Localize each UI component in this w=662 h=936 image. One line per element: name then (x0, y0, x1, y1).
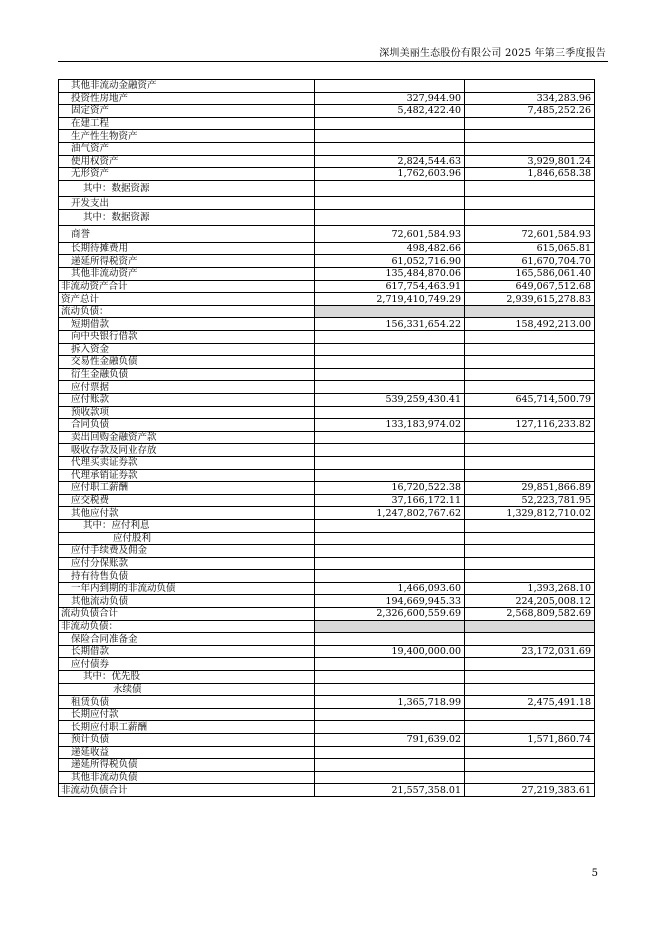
prior-period-value (465, 708, 595, 721)
prior-period-value (465, 570, 595, 583)
row-label: 其中：数据资源 (59, 209, 315, 226)
row-label: 应交税费 (59, 494, 315, 507)
table-row (59, 482, 595, 495)
row-label: 递延所得税资产 (59, 255, 315, 268)
current-period-value: 133,183,974.02 (315, 419, 465, 432)
table-row (59, 595, 595, 608)
current-period-value: 37,166,172.11 (315, 494, 465, 507)
table-row (59, 168, 595, 181)
current-period-value (315, 130, 465, 143)
table-row (59, 180, 595, 197)
table-row (59, 746, 595, 759)
prior-period-value: 224,205,008.12 (465, 595, 595, 608)
row-label: 吸收存款及同业存放 (59, 444, 315, 457)
current-period-value (315, 545, 465, 558)
prior-period-value (465, 406, 595, 419)
prior-period-value: 158,492,213.00 (465, 318, 595, 331)
row-label: 应付债券 (59, 658, 315, 671)
prior-period-value: 1,393,268.10 (465, 582, 595, 595)
prior-period-value (465, 545, 595, 558)
prior-period-value (465, 759, 595, 772)
prior-period-value (465, 80, 595, 93)
prior-period-value (465, 469, 595, 482)
current-period-value: 1,762,603.96 (315, 168, 465, 181)
prior-period-value: 1,571,860.74 (465, 734, 595, 747)
current-period-value: 194,669,945.33 (315, 595, 465, 608)
table-row (59, 318, 595, 331)
prior-period-value (465, 130, 595, 143)
table-row (59, 444, 595, 457)
prior-period-value (465, 658, 595, 671)
row-label: 其他应付款 (59, 507, 315, 520)
prior-period-value: 27,219,383.61 (465, 784, 595, 797)
prior-period-value: 615,065.81 (465, 242, 595, 255)
current-period-value: 61,052,716.90 (315, 255, 465, 268)
prior-period-value: 1,329,812,710.02 (465, 507, 595, 520)
row-label: 应付票据 (59, 381, 315, 394)
prior-period-value (465, 456, 595, 469)
table-row (59, 570, 595, 583)
row-label: 应付职工薪酬 (59, 482, 315, 495)
prior-period-value: 649,067,512.68 (465, 280, 595, 293)
table-row (59, 759, 595, 772)
prior-period-value: 1,846,658.38 (465, 168, 595, 181)
header-rule (58, 61, 608, 62)
current-period-value (315, 633, 465, 646)
table-row (59, 545, 595, 558)
row-label: 保险合同准备金 (59, 633, 315, 646)
table-row (59, 532, 595, 545)
table-row (59, 708, 595, 721)
prior-period-value (465, 633, 595, 646)
row-label: 租赁负债 (59, 696, 315, 709)
row-label: 应付手续费及佣金 (59, 545, 315, 558)
table-row (59, 381, 595, 394)
prior-period-value (465, 431, 595, 444)
current-period-value: 791,639.02 (315, 734, 465, 747)
row-label: 交易性金融负债 (59, 356, 315, 369)
row-label: 拆入资金 (59, 343, 315, 356)
row-label: 递延收益 (59, 746, 315, 759)
row-label: 向中央银行借款 (59, 331, 315, 344)
row-label: 在建工程 (59, 117, 315, 130)
current-period-value: 1,247,802,767.62 (315, 507, 465, 520)
row-label: 递延所得税负债 (59, 759, 315, 772)
table-row (59, 130, 595, 143)
table-row (59, 582, 595, 595)
prior-period-value: 165,586,061.40 (465, 268, 595, 281)
table-row (59, 105, 595, 118)
prior-period-value: 334,283.96 (465, 92, 595, 105)
table-row (59, 268, 595, 281)
table-row (59, 683, 595, 696)
row-label: 投资性房地产 (59, 92, 315, 105)
current-period-value: 135,484,870.06 (315, 268, 465, 281)
prior-period-value: 61,670,704.70 (465, 255, 595, 268)
prior-period-value (465, 620, 595, 633)
row-label: 预收款项 (59, 406, 315, 419)
table-row (59, 356, 595, 369)
table-row (59, 645, 595, 658)
prior-period-value (465, 117, 595, 130)
current-period-value (315, 80, 465, 93)
row-label: 短期借款 (59, 318, 315, 331)
table-row (59, 305, 595, 318)
table-row (59, 721, 595, 734)
table-row (59, 280, 595, 293)
prior-period-value (465, 771, 595, 784)
current-period-value (315, 658, 465, 671)
table-row (59, 620, 595, 633)
balance-sheet-table (58, 79, 595, 797)
row-label: 开发支出 (59, 197, 315, 210)
prior-period-value (465, 142, 595, 155)
current-period-value (315, 180, 465, 197)
row-label: 其他流动负债 (59, 595, 315, 608)
current-period-value (315, 683, 465, 696)
row-label: 其中：应付利息 (59, 519, 315, 532)
row-label: 流动负债合计 (59, 608, 315, 621)
table-row (59, 658, 595, 671)
current-period-value (315, 209, 465, 226)
table-row (59, 784, 595, 797)
page-number: 5 (591, 868, 598, 879)
prior-period-value (465, 519, 595, 532)
current-period-value (315, 406, 465, 419)
current-period-value (315, 431, 465, 444)
prior-period-value (465, 209, 595, 226)
current-period-value (315, 570, 465, 583)
row-label: 永续债 (59, 683, 315, 696)
table-row (59, 117, 595, 130)
table-row (59, 519, 595, 532)
table-row (59, 197, 595, 210)
prior-period-value: 72,601,584.93 (465, 226, 595, 243)
table-row (59, 696, 595, 709)
table-row (59, 494, 595, 507)
table-row (59, 671, 595, 684)
row-label: 长期待摊费用 (59, 242, 315, 255)
row-label: 应付分保账款 (59, 557, 315, 570)
table-row (59, 608, 595, 621)
current-period-value (315, 197, 465, 210)
row-label: 合同负债 (59, 419, 315, 432)
row-label: 流动负债： (59, 305, 315, 318)
current-period-value (315, 381, 465, 394)
row-label: 无形资产 (59, 168, 315, 181)
prior-period-value: 2,939,615,278.83 (465, 293, 595, 306)
current-period-value (315, 469, 465, 482)
current-period-value: 498,482.66 (315, 242, 465, 255)
row-label: 商誉 (59, 226, 315, 243)
current-period-value (315, 444, 465, 457)
prior-period-value: 29,851,866.89 (465, 482, 595, 495)
row-label: 长期借款 (59, 645, 315, 658)
prior-period-value (465, 444, 595, 457)
row-label: 其中：数据资源 (59, 180, 315, 197)
current-period-value (315, 620, 465, 633)
prior-period-value (465, 746, 595, 759)
row-label: 应付股利 (59, 532, 315, 545)
table-row (59, 209, 595, 226)
prior-period-value: 2,475,491.18 (465, 696, 595, 709)
prior-period-value (465, 368, 595, 381)
current-period-value (315, 721, 465, 734)
current-period-value (315, 708, 465, 721)
row-label: 卖出回购金融资产款 (59, 431, 315, 444)
prior-period-value (465, 532, 595, 545)
row-label: 资产总计 (59, 293, 315, 306)
row-label: 长期应付款 (59, 708, 315, 721)
table-row (59, 155, 595, 168)
table-row (59, 469, 595, 482)
prior-period-value: 645,714,500.79 (465, 393, 595, 406)
prior-period-value (465, 557, 595, 570)
current-period-value: 1,466,093.60 (315, 582, 465, 595)
row-label: 固定资产 (59, 105, 315, 118)
table-row (59, 242, 595, 255)
current-period-value: 16,720,522.38 (315, 482, 465, 495)
current-period-value: 2,719,410,749.29 (315, 293, 465, 306)
prior-period-value (465, 180, 595, 197)
prior-period-value (465, 343, 595, 356)
current-period-value (315, 557, 465, 570)
table-row (59, 92, 595, 105)
current-period-value (315, 356, 465, 369)
current-period-value (315, 456, 465, 469)
prior-period-value (465, 331, 595, 344)
row-label: 一年内到期的非流动负债 (59, 582, 315, 595)
row-label: 其他非流动金融资产 (59, 80, 315, 93)
current-period-value (315, 142, 465, 155)
row-label: 非流动负债： (59, 620, 315, 633)
row-label: 衍生金融负债 (59, 368, 315, 381)
table-row (59, 557, 595, 570)
prior-period-value: 3,929,801.24 (465, 155, 595, 168)
current-period-value: 2,824,544.63 (315, 155, 465, 168)
prior-period-value: 7,485,252.26 (465, 105, 595, 118)
row-label: 代理买卖证券款 (59, 456, 315, 469)
prior-period-value: 52,223,781.95 (465, 494, 595, 507)
row-label: 其他非流动负债 (59, 771, 315, 784)
table-row (59, 226, 595, 243)
row-label: 其中：优先股 (59, 671, 315, 684)
table-row (59, 343, 595, 356)
table-row (59, 734, 595, 747)
current-period-value (315, 343, 465, 356)
row-label: 使用权资产 (59, 155, 315, 168)
row-label: 长期应付职工薪酬 (59, 721, 315, 734)
current-period-value: 327,944.90 (315, 92, 465, 105)
prior-period-value: 2,568,809,582.69 (465, 608, 595, 621)
current-period-value: 2,326,600,559.69 (315, 608, 465, 621)
prior-period-value (465, 381, 595, 394)
table-row (59, 419, 595, 432)
current-period-value: 19,400,000.00 (315, 645, 465, 658)
current-period-value (315, 305, 465, 318)
row-label: 预计负债 (59, 734, 315, 747)
row-label: 非流动负债合计 (59, 784, 315, 797)
prior-period-value (465, 305, 595, 318)
prior-period-value (465, 683, 595, 696)
row-label: 生产性生物资产 (59, 130, 315, 143)
row-label: 其他非流动资产 (59, 268, 315, 281)
table-row (59, 80, 595, 93)
current-period-value (315, 532, 465, 545)
row-label: 持有待售负债 (59, 570, 315, 583)
current-period-value (315, 746, 465, 759)
prior-period-value (465, 197, 595, 210)
table-row (59, 633, 595, 646)
current-period-value: 156,331,654.22 (315, 318, 465, 331)
table-row (59, 431, 595, 444)
current-period-value: 72,601,584.93 (315, 226, 465, 243)
current-period-value (315, 759, 465, 772)
table-row (59, 456, 595, 469)
prior-period-value (465, 671, 595, 684)
table-row (59, 507, 595, 520)
prior-period-value: 23,172,031.69 (465, 645, 595, 658)
row-label: 应付账款 (59, 393, 315, 406)
current-period-value (315, 519, 465, 532)
row-label: 油气资产 (59, 142, 315, 155)
table-row (59, 406, 595, 419)
current-period-value (315, 331, 465, 344)
table-row (59, 393, 595, 406)
row-label: 代理承销证券款 (59, 469, 315, 482)
row-label: 非流动资产合计 (59, 280, 315, 293)
current-period-value: 1,365,718.99 (315, 696, 465, 709)
current-period-value (315, 771, 465, 784)
current-period-value: 617,754,463.91 (315, 280, 465, 293)
current-period-value: 21,557,358.01 (315, 784, 465, 797)
current-period-value (315, 368, 465, 381)
table-row (59, 368, 595, 381)
table-row (59, 142, 595, 155)
current-period-value: 539,259,430.41 (315, 393, 465, 406)
current-period-value: 5,482,422.40 (315, 105, 465, 118)
prior-period-value (465, 721, 595, 734)
table-row (59, 255, 595, 268)
report-header-title: 深圳美丽生态股份有限公司 2025 年第三季度报告 (379, 48, 606, 59)
current-period-value (315, 671, 465, 684)
table-row (59, 331, 595, 344)
prior-period-value: 127,116,233.82 (465, 419, 595, 432)
prior-period-value (465, 356, 595, 369)
table-row (59, 293, 595, 306)
current-period-value (315, 117, 465, 130)
table-row (59, 771, 595, 784)
